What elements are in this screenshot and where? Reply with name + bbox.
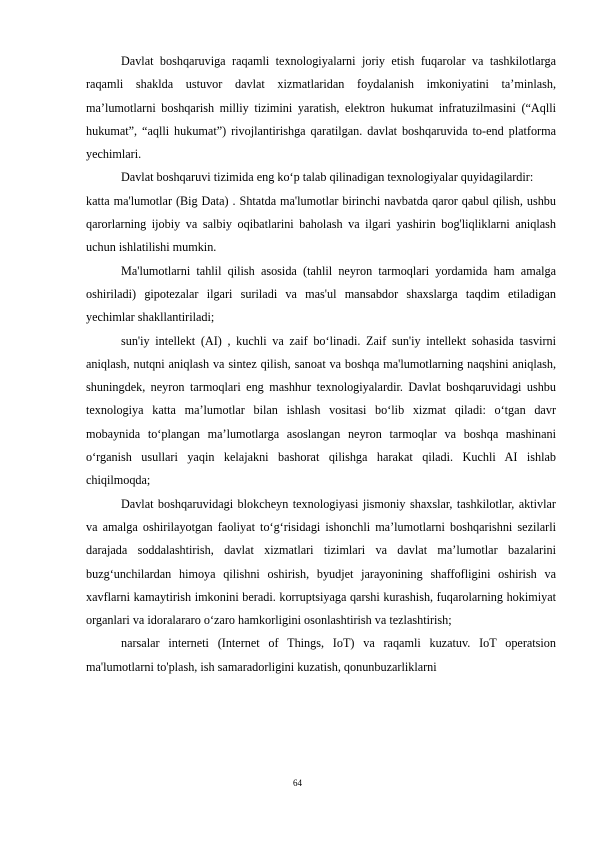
paragraph-6: Davlat boshqaruvidagi blokcheyn texnologiyasi jismoniy shaxslar, tashkilotlar, aktivlar va amalga oshirilayotgan faoliyat toʻgʻrisidagi ishonchli maʼlumotlarni boshqarishni sezilarli darajada soddalashtirish, davlat xizmatlari tizimlari va davlat maʼlumotlar bazalarini buzgʻunchilardan himoya qilishni oshirish, byudjet jarayonining shaffofligini oshirish va xavflarni kamaytirish imkonini beradi. korruptsiyaga qarshi kurashish, fuqarolarning hokimiyat organlari va idoralararo oʻzaro hamkorligini osonlashtirish va tezlashtirish; — [86, 496, 556, 628]
paragraph-4: Ma'lumotlarni tahlil qilish asosida (tahlil neyron tarmoqlari yordamida ham amalga oshiriladi) gipotezalar ilgari suriladi va mas'ul mansabdor shaxslarga taqdim etiladigan yechimlar shakllantiriladi; — [86, 263, 556, 325]
paragraph-7: narsalar interneti (Internet of Things, IoT) va raqamli kuzatuv. IoT operatsion ma'lumotlarni to'plash, ish samaradorligini kuzatish, qonunbuzarliklarni — [86, 636, 556, 674]
paragraph-1: Davlat boshqaruviga raqamli texnologiyalarni joriy etish fuqarolar va tashkilotlarga raqamli shaklda ustuvor davlat xizmatlaridan foydalanish imkoniyatini ta’minlash, ma’lumotlarni boshqarish milliy tizimini yaratish, elektron hukumat infratuzilmasini (“Aqlli hukumat”, “aqlli hukumat”) rivojlantirishga qaratilgan. davlat boshqaruvida to-end platforma yechimlari. — [86, 54, 556, 162]
document-page — [86, 50, 556, 679]
paragraph-3: katta ma'lumotlar (Big Data) . Shtatda ma'lumotlar birinchi navbatda qaror qabul qilish, ushbu qarorlarning ijobiy va salbiy oqibatlarini baholash va ilgari yashirin bog'liqliklarni aniqlash uchun ishlatilishi mumkin. — [86, 193, 556, 255]
paragraph-2: Davlat boshqaruvi tizimida eng ko‘p talab qilinadigan texnologiyalar quyidagilardir: — [121, 170, 534, 185]
page-number: 64 — [293, 778, 302, 788]
paragraph-5: sun'iy intellekt (AI) , kuchli va zaif bo‘linadi. Zaif sun'iy intellekt sohasida tasvirni aniqlash, nutqni aniqlash va sintez qilish, sanoat va boshqa ma'lumotlarning naqshini aniqlash, shuningdek, neyron tarmoqlari eng mashhur texnologiyalardir. Davlat boshqaruvidagi ushbu texnologiya katta maʼlumotlar bilan ishlash vositasi boʻlib xizmat qiladi: oʻtgan davr mobaynida toʻplangan maʼlumotlarga asoslangan neyron tarmoqlar va boshqa mashinani oʻrganish usullari yaqin kelajakni bashorat qilishga harakat qiladi. Kuchli AI ishlab chiqilmoqda; — [86, 333, 556, 488]
